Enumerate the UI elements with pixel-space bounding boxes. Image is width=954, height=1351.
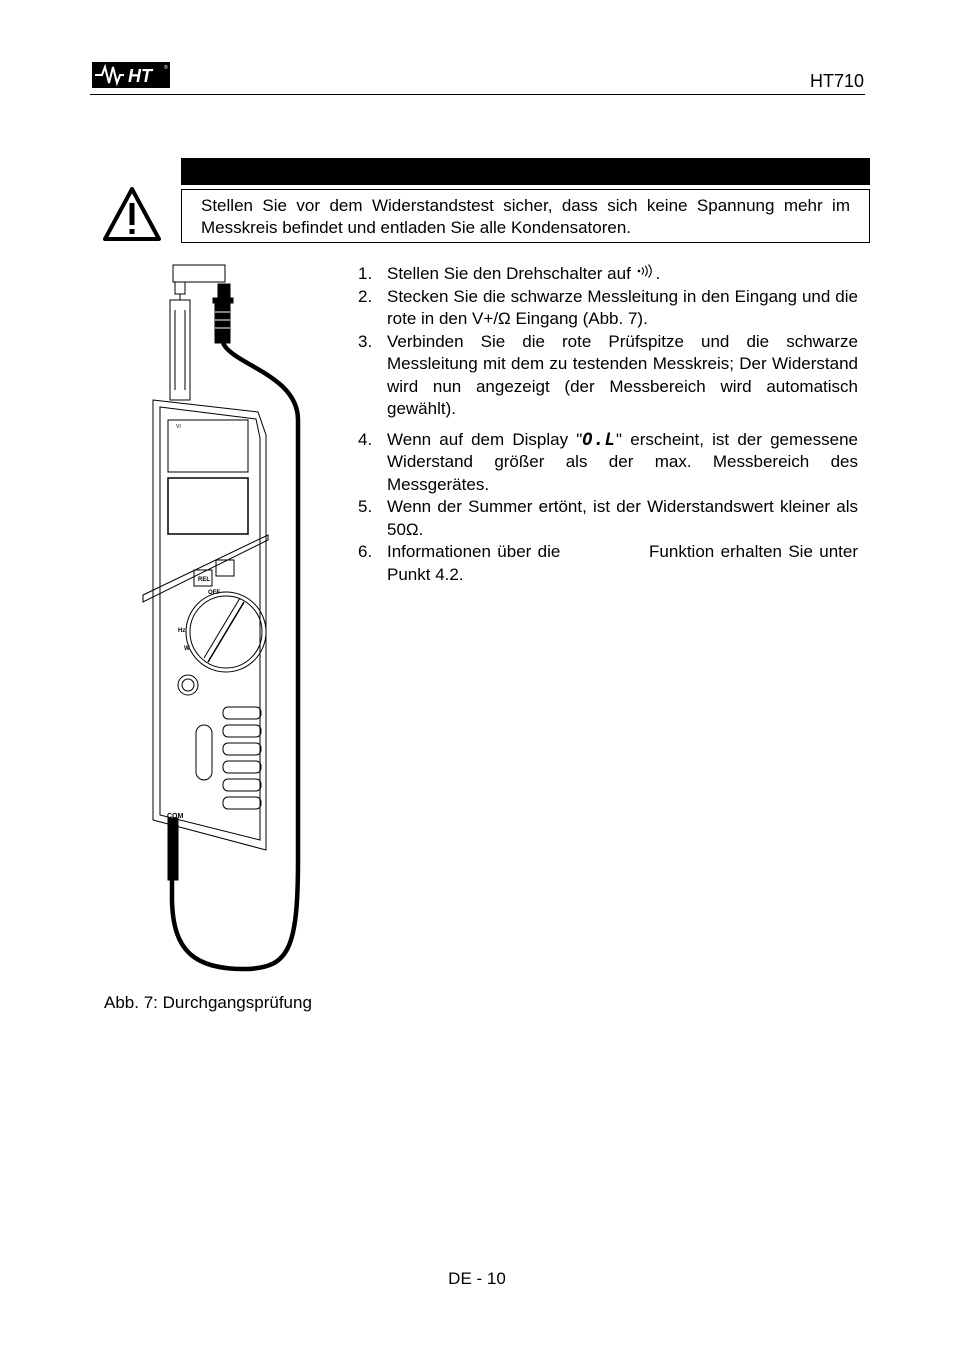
lower-lead-sleeve	[168, 818, 178, 880]
step-number: 4.	[358, 429, 373, 449]
step-text: Wenn auf dem Display "	[387, 429, 583, 449]
label-rel: REL	[198, 577, 210, 583]
ht-brand-logo	[92, 62, 172, 90]
instruction-step-1	[358, 263, 858, 286]
step-text: Stellen Sie den Drehschalter auf	[387, 264, 636, 283]
instruction-step-5	[358, 496, 858, 541]
instruction-list	[358, 263, 858, 586]
step-text-end: " erscheint, ist der gemessene Widerstand größer als der max. Messbereich des Messgerätes.	[387, 429, 858, 494]
step-text-end: Funktion erhalten Sie unter Punkt 4.2.	[387, 542, 858, 584]
label-w: W	[184, 646, 190, 652]
multimeter-body	[143, 400, 268, 850]
warning-text: Stellen Sie vor dem Widerstandstest sicher, dass sich keine Spannung mehr im Messkreis befindet und entladen Sie alle Kondensatoren.	[201, 196, 850, 237]
model-label: HT710	[809, 71, 864, 91]
warning-triangle-icon	[102, 186, 162, 242]
step-number: 1.	[358, 264, 373, 283]
label-vi: VI	[176, 424, 181, 430]
page-number: DE - 10	[448, 1269, 506, 1288]
warning-box	[181, 189, 870, 243]
instruction-step-3	[358, 331, 858, 421]
multimeter-illustration	[138, 260, 308, 975]
step-number: 5.	[358, 497, 373, 516]
logo-text: HT	[128, 66, 152, 86]
black-probe-connector	[213, 284, 233, 343]
step-text: Wenn der Summer ertönt, ist der Widerstandswert kleiner als 50Ω.	[387, 497, 858, 539]
step-text-end: .	[655, 264, 661, 283]
step-text: Stecken Sie die schwarze Messleitung in den Eingang und die rote in den V+/Ω Eingang (Abb. 7).	[387, 286, 858, 328]
section-title-bar	[181, 158, 870, 185]
label-hz: Hz	[178, 628, 186, 634]
svg-text:®: ®	[164, 65, 168, 71]
instruction-step-4	[358, 429, 858, 497]
step-text: Verbinden Sie die rote Prüfspitze und die schwarze Messleitung mit dem zu testenden Messkreis; Der Widerstand wird nun angezeigt (der Messbereich wird automatisch gewählt).	[387, 331, 858, 418]
step-number: 6.	[358, 542, 373, 561]
header-divider	[90, 94, 865, 95]
label-com: COM	[167, 813, 184, 820]
step-text: Informationen über die	[387, 542, 567, 561]
label-off: OFF	[208, 590, 220, 596]
instruction-step-6	[358, 541, 858, 586]
step-number: 3.	[358, 331, 373, 351]
continuity-beep-icon	[636, 264, 656, 278]
figure-caption: Abb. 7: Durchgangsprüfung	[104, 993, 312, 1012]
black-lead-cable	[172, 343, 298, 969]
step-number: 2.	[358, 286, 373, 306]
overload-display-symbol: O.L	[582, 429, 617, 450]
instruction-step-2	[358, 286, 858, 331]
